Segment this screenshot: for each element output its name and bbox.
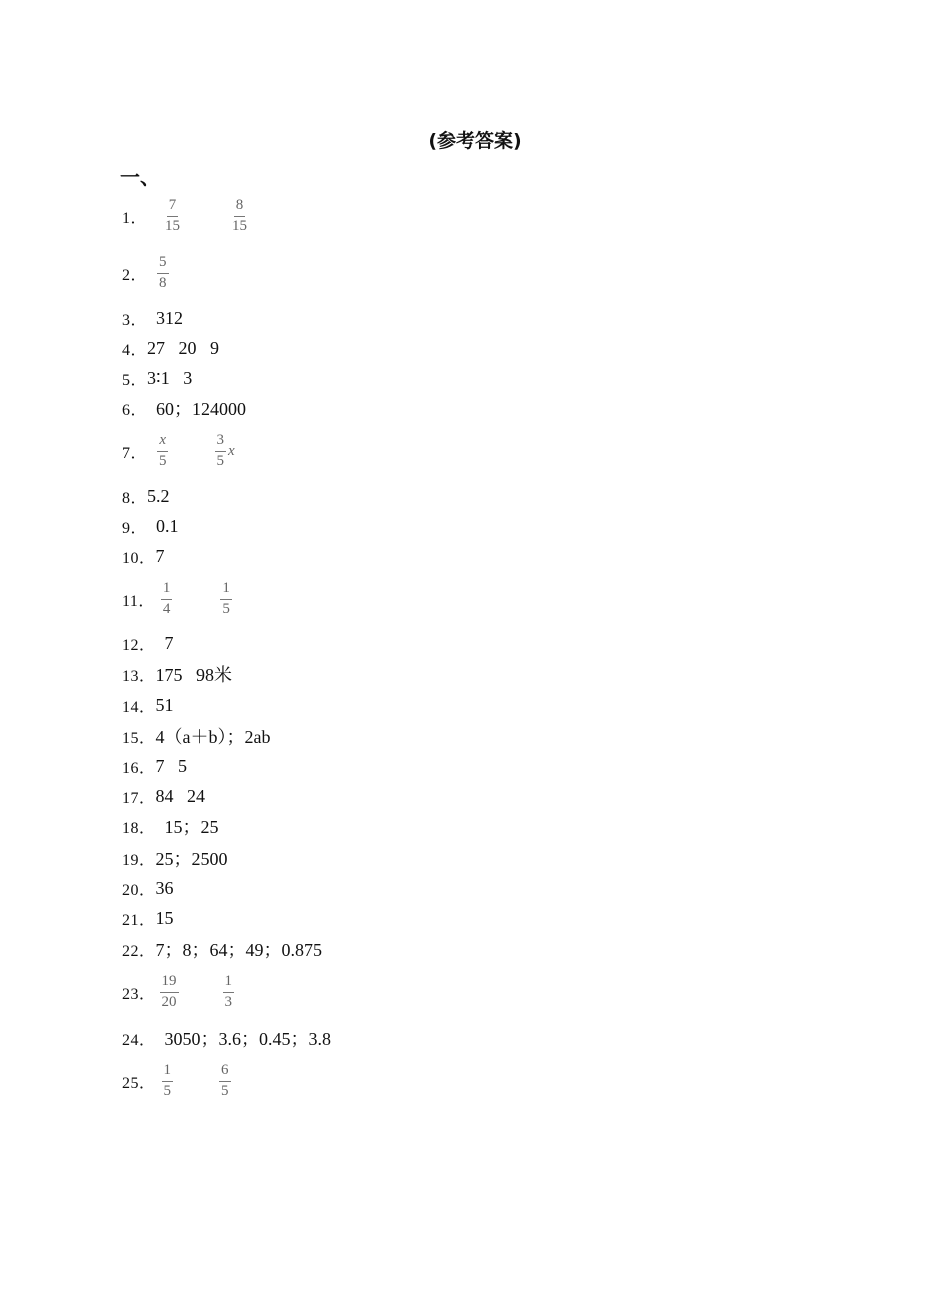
fraction: $\frac{x}{5}$ bbox=[159, 431, 167, 469]
answer-row bbox=[122, 1061, 233, 1099]
answer-text: 51 bbox=[155, 694, 174, 715]
answer-row bbox=[122, 659, 232, 689]
fraction: $\frac{1}{5}$ bbox=[222, 579, 230, 617]
fraction: $\frac{6}{5}$ bbox=[221, 1061, 229, 1099]
answer-row bbox=[122, 721, 271, 751]
fraction: $\frac{1}{3}$ bbox=[224, 972, 233, 1010]
answer-row bbox=[122, 363, 192, 393]
answer-row bbox=[122, 873, 174, 903]
question-number: 10． bbox=[122, 549, 156, 567]
answer-text: 5.2 bbox=[147, 485, 170, 506]
question-number: 21． bbox=[122, 911, 156, 929]
answer-row bbox=[122, 393, 246, 423]
question-number: 9． bbox=[122, 519, 148, 537]
fraction: $\frac{3}{5}$ bbox=[216, 431, 225, 469]
question-number: 16． bbox=[122, 759, 156, 777]
question-number: 11． bbox=[122, 592, 155, 610]
question-number: 23． bbox=[122, 985, 156, 1003]
answer-text: 27 20 9 bbox=[147, 337, 220, 358]
question-number: 19． bbox=[122, 851, 156, 869]
answer-row bbox=[122, 781, 205, 811]
answer-row bbox=[122, 511, 179, 541]
question-number: 7． bbox=[122, 444, 148, 462]
question-number: 1． bbox=[122, 209, 148, 227]
answer-text: 175 98米 bbox=[155, 665, 233, 685]
fraction: $\frac{19}{20}$ bbox=[161, 972, 177, 1010]
question-number: 22． bbox=[122, 942, 156, 960]
answer-row bbox=[122, 196, 251, 234]
fraction: $\frac{1}{5}$ bbox=[163, 1061, 172, 1099]
question-number: 25． bbox=[122, 1074, 156, 1092]
answer-row bbox=[122, 481, 170, 511]
question-number: 24． bbox=[122, 1031, 156, 1049]
answer-text: 7；8；64；49；0.875 bbox=[155, 940, 323, 960]
answer-row bbox=[122, 431, 235, 469]
question-number: 13． bbox=[122, 667, 156, 685]
answer-text: 3∶1 3 bbox=[147, 367, 193, 388]
answer-row bbox=[122, 811, 219, 841]
answer-text: 84 24 bbox=[155, 785, 206, 806]
question-number: 12． bbox=[122, 636, 156, 654]
answer-row bbox=[122, 253, 171, 291]
fraction: $\frac{5}{8}$ bbox=[159, 253, 167, 291]
answer-row bbox=[122, 903, 174, 933]
fraction: $\frac{7}{15}$ bbox=[165, 196, 181, 234]
answer-row bbox=[122, 333, 219, 363]
answer-text: 60；124000 bbox=[147, 399, 247, 419]
variable: x bbox=[228, 442, 235, 459]
answer-text: 7 bbox=[155, 545, 165, 566]
answer-row bbox=[122, 1023, 331, 1053]
answer-row bbox=[122, 690, 174, 720]
answer-text: 15；25 bbox=[155, 817, 219, 837]
section-heading: 一、 bbox=[120, 165, 160, 189]
answer-text: 7 5 bbox=[155, 755, 188, 776]
answer-text: 0.1 bbox=[147, 515, 179, 536]
question-number: 8． bbox=[122, 489, 148, 507]
answer-text: 25；2500 bbox=[155, 849, 228, 869]
answer-row bbox=[122, 934, 322, 964]
answer-text: 36 bbox=[155, 877, 174, 898]
question-number: 6． bbox=[122, 401, 148, 419]
answer-row bbox=[122, 972, 236, 1010]
answer-text: 3050；3.6；0.45；3.8 bbox=[155, 1029, 332, 1049]
question-number: 2． bbox=[122, 266, 148, 284]
answer-text: 4（a＋b）；2ab bbox=[155, 727, 271, 747]
answer-text: 7 bbox=[155, 632, 174, 653]
fraction: $\frac{1}{4}$ bbox=[162, 579, 171, 617]
question-number: 15． bbox=[122, 729, 156, 747]
answer-row bbox=[122, 751, 187, 781]
answer-text: 312 bbox=[147, 307, 184, 328]
answer-text: 15 bbox=[155, 907, 174, 928]
answer-row bbox=[122, 843, 228, 873]
question-number: 17． bbox=[122, 789, 156, 807]
question-number: 18． bbox=[122, 819, 156, 837]
question-number: 20． bbox=[122, 881, 156, 899]
question-number: 14． bbox=[122, 698, 156, 716]
page-title: (参考答案) bbox=[428, 130, 522, 152]
question-number: 3． bbox=[122, 311, 148, 329]
answer-row bbox=[122, 541, 165, 571]
answer-row bbox=[122, 303, 183, 333]
answer-row bbox=[122, 579, 234, 617]
answer-row bbox=[122, 628, 174, 658]
question-number: 5． bbox=[122, 371, 148, 389]
question-number: 4． bbox=[122, 341, 148, 359]
fraction: $\frac{8}{15}$ bbox=[232, 196, 248, 234]
